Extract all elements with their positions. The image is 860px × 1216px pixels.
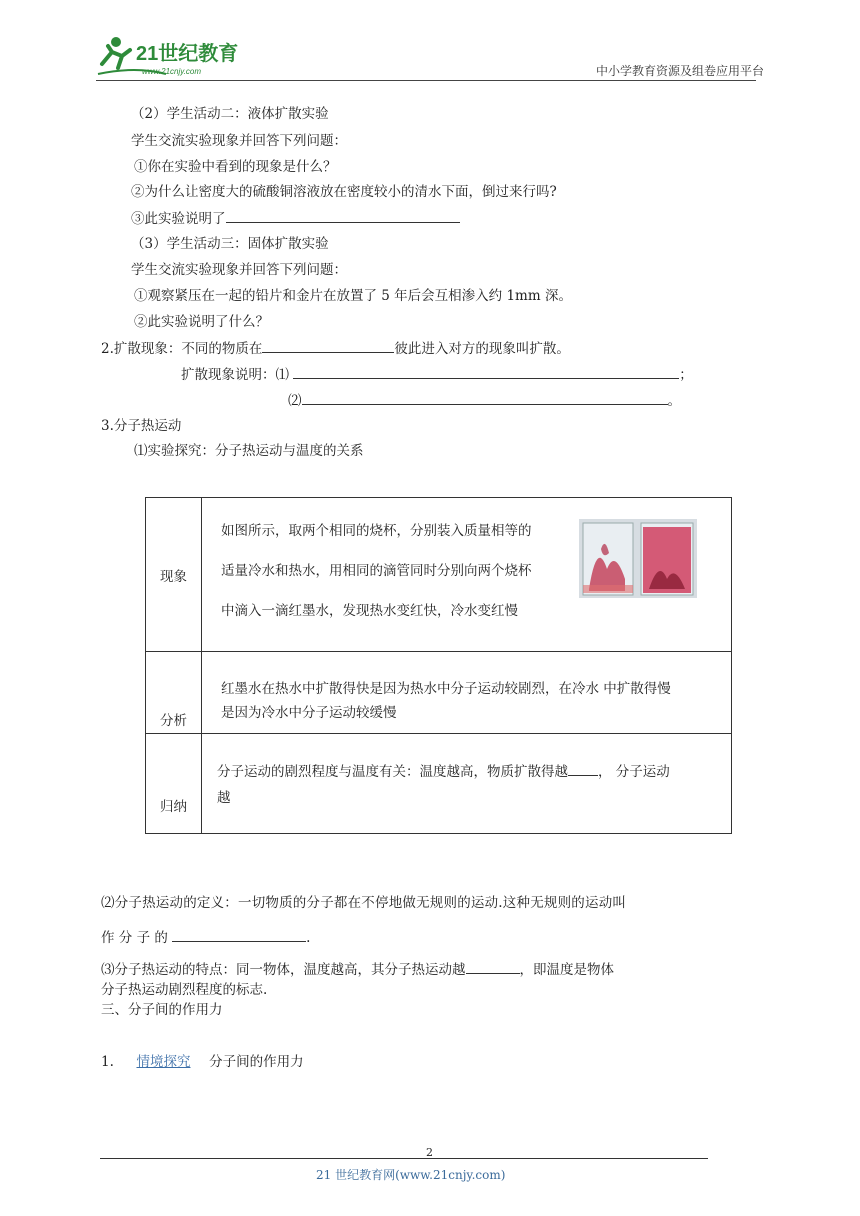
- question-3-text: ③此实验说明了: [131, 211, 226, 227]
- features-text-b: ，即温度是物体: [519, 962, 614, 978]
- semicolon: ；: [679, 367, 693, 383]
- experiment-title: ⑴实验探究：分子热运动与温度的关系: [134, 443, 364, 459]
- section-three-title: 三、分子间的作用力: [101, 1002, 223, 1018]
- period: .: [306, 930, 311, 946]
- cell-text: 适量冷水和热水，用相同的滴管同时分别向两个烧杯: [221, 563, 532, 579]
- diffusion-explains-1: [181, 364, 693, 385]
- diffusion-definition: [101, 338, 570, 359]
- features-text-a: ⑶分子热运动的特点：同一物体，温度越高，其分子热运动越: [101, 962, 466, 978]
- question-text: ②此实验说明了什么？: [134, 314, 269, 330]
- activity-three-title: （3）学生活动三：固体扩散实验: [131, 236, 329, 252]
- runner-logo-icon: [96, 34, 256, 80]
- question-3: [131, 208, 460, 229]
- beakers-photo: [579, 519, 697, 598]
- definition-text-a: 2.扩散现象：不同的物质在: [101, 341, 263, 357]
- cell-text: 越: [217, 790, 231, 806]
- svg-text:21世纪教育: 21世纪教育: [136, 43, 239, 65]
- cell-text: 红墨水在热水中扩散得快是因为热水中分子运动较剧烈，在冷水 中扩散得慢: [221, 681, 671, 697]
- answer-blank[interactable]: [262, 338, 394, 353]
- definition-text: 作 分 子 的: [101, 930, 168, 946]
- topic-text: 分子间的作用力: [209, 1054, 304, 1070]
- header-platform-text: 中小学教育资源及组卷应用平台: [596, 64, 765, 78]
- answer-blank[interactable]: [293, 364, 679, 379]
- observation-text: ①观察紧压在一起的铅片和金片在放置了 5 年后会互相渗入约 1mm 深。: [134, 288, 572, 304]
- svg-text:www.21cnjy.com: www.21cnjy.com: [142, 67, 201, 76]
- cell-text: 分子运动的剧烈程度与温度有关：温度越高，物质扩散得越 ， 分子运动: [217, 759, 730, 785]
- page-number: 2: [426, 1146, 433, 1159]
- explains-label: 扩散现象说明：⑴: [181, 367, 289, 383]
- instruction-text: 学生交流实验现象并回答下列问题：: [131, 133, 347, 149]
- analysis-cell: [202, 652, 732, 734]
- features-paragraph-cont: 分子热运动剧烈程度的标志.: [101, 982, 268, 998]
- answer-blank[interactable]: [568, 761, 598, 776]
- answer-blank[interactable]: [172, 927, 306, 942]
- definition-paragraph: ⑵分子热运动的定义：一切物质的分子都在不停地做无规则的运动.这种无规则的运动叫: [101, 895, 627, 911]
- features-paragraph: [101, 959, 614, 980]
- activity-two-title: （2）学生活动二：液体扩散实验: [131, 106, 329, 122]
- footer-site-link[interactable]: 21 世纪教育网(www.21cnjy.com): [316, 1168, 506, 1182]
- answer-blank[interactable]: [302, 390, 668, 405]
- table-row: [146, 652, 732, 734]
- cell-text: 如图所示，取两个相同的烧杯，分别装入质量相等的: [221, 523, 532, 539]
- site-logo: [96, 34, 256, 80]
- table-row: [146, 734, 732, 834]
- item-number: 1.: [101, 1054, 114, 1070]
- diffusion-explains-2: [288, 390, 681, 411]
- definition-text-b: 彼此进入对方的现象叫扩散。: [394, 341, 570, 357]
- footer-divider: [100, 1158, 708, 1159]
- beakers-image-icon: [579, 519, 697, 598]
- section-title: 3.分子热运动: [101, 418, 182, 434]
- definition-paragraph-cont: [101, 927, 310, 948]
- situation-inquiry-line: [101, 1052, 304, 1072]
- summary-cell: [202, 734, 732, 834]
- situation-inquiry-link[interactable]: 情境探究: [136, 1054, 191, 1070]
- cell-text: 是因为冷水中分子运动较缓慢: [221, 705, 397, 721]
- cell-text: 中滴入一滴红墨水，发现热水变红快，冷水变红慢: [221, 603, 518, 619]
- row-header-analysis: 分析: [146, 652, 202, 734]
- header-divider: [96, 80, 756, 81]
- row-header-summary: 归纳: [146, 734, 202, 834]
- instruction-text: 学生交流实验现象并回答下列问题：: [131, 262, 347, 278]
- answer-blank[interactable]: [466, 959, 520, 974]
- answer-blank[interactable]: [226, 208, 460, 223]
- row-header-phenomenon: 现象: [146, 498, 202, 652]
- period: 。: [667, 393, 681, 409]
- explains-num: ⑵: [288, 393, 302, 409]
- question-1: ①你在实验中看到的现象是什么？: [134, 159, 337, 175]
- question-2: ②为什么让密度大的硫酸铜溶液放在密度较小的清水下面，倒过来行吗?: [131, 184, 557, 200]
